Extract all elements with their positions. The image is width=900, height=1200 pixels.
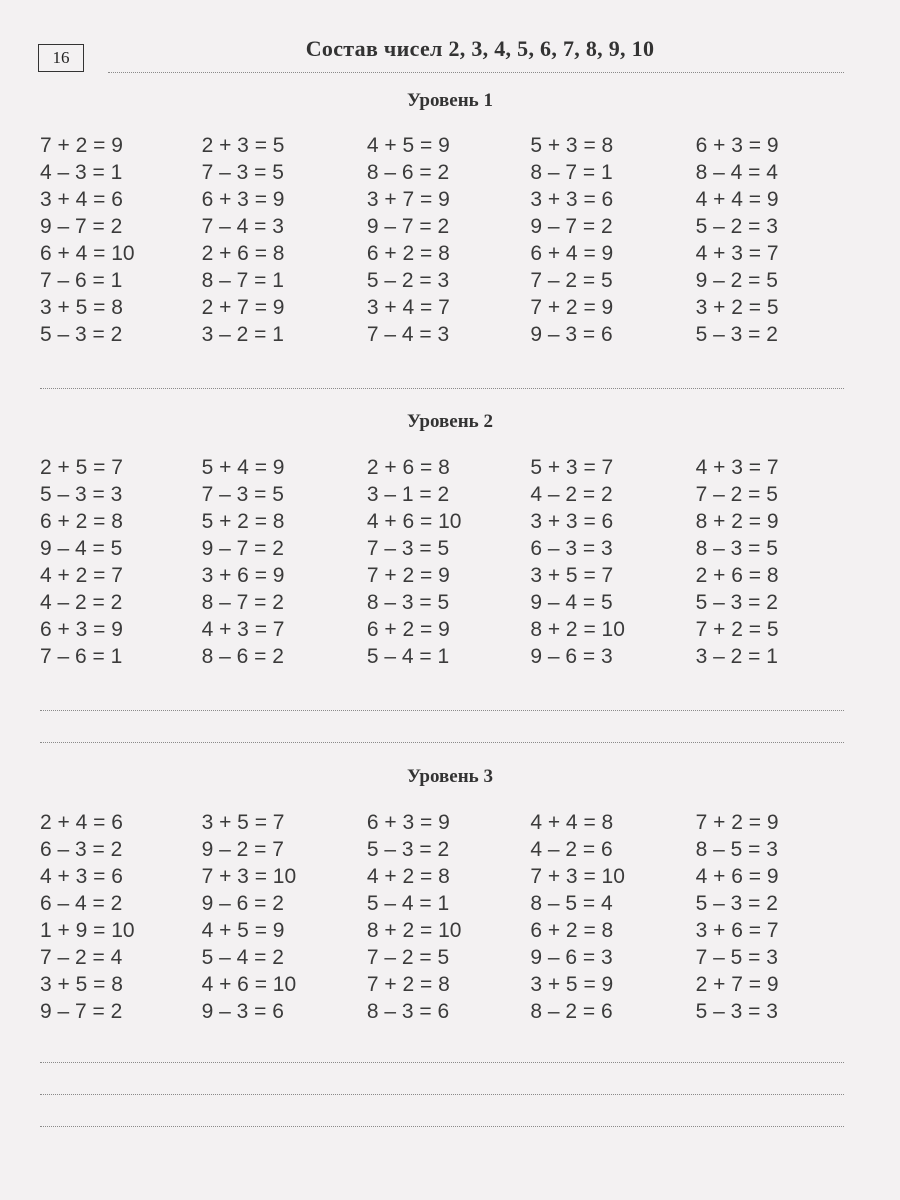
equation: 7 + 2 = 9: [695, 811, 779, 834]
level-3-grid: [40, 809, 860, 1025]
equation-column: [40, 132, 202, 348]
equation-column: [202, 132, 367, 348]
equation: 9 – 6 = 2: [201, 892, 284, 915]
equation: 7 + 2 = 9: [366, 564, 450, 587]
equation: 8 – 2 = 6: [530, 1000, 613, 1023]
equation: 4 + 4 = 9: [695, 188, 779, 211]
equation: 4 + 2 = 7: [40, 564, 123, 587]
equation: 3 + 3 = 6: [530, 188, 614, 211]
equation: 4 – 2 = 6: [530, 838, 613, 861]
equation-column: [202, 454, 367, 670]
equation: 5 – 3 = 2: [40, 323, 123, 346]
equation: 9 – 7 = 2: [40, 1000, 123, 1023]
equation: 7 – 3 = 5: [201, 483, 284, 506]
equation: 7 + 3 = 10: [201, 865, 297, 888]
equation: 7 – 6 = 1: [40, 645, 123, 668]
equation: 8 – 7 = 1: [201, 269, 284, 292]
equation: 9 – 6 = 3: [530, 645, 613, 668]
equation: 3 + 5 = 8: [40, 296, 123, 319]
equation: 9 – 6 = 3: [530, 946, 613, 969]
equation: 7 – 3 = 5: [366, 537, 450, 560]
equation: 9 – 4 = 5: [530, 591, 613, 614]
equation: 3 – 1 = 2: [366, 483, 450, 506]
answer-line: [40, 710, 844, 711]
answer-line: [40, 1126, 844, 1127]
equation: 3 + 5 = 9: [530, 973, 614, 996]
equation: 6 + 2 = 9: [366, 618, 450, 641]
equation: 2 + 6 = 8: [366, 456, 450, 479]
equation: 5 + 4 = 9: [201, 456, 285, 479]
header-dotted-line: [108, 72, 844, 73]
level-2-grid: [40, 454, 860, 670]
equation: 2 + 6 = 8: [201, 242, 285, 265]
equation: 1 + 9 = 10: [40, 919, 135, 942]
equation: 4 + 5 = 9: [366, 134, 450, 157]
equation: 4 + 3 = 7: [201, 618, 285, 641]
equation: 3 + 3 = 6: [530, 510, 614, 533]
equation: 7 – 2 = 5: [695, 483, 778, 506]
equation: 6 + 3 = 9: [201, 188, 285, 211]
equation-column: [202, 809, 367, 1025]
equation-column: [367, 809, 530, 1025]
equation: 5 – 3 = 2: [695, 892, 778, 915]
equation: 7 – 5 = 3: [695, 946, 778, 969]
equation: 3 + 4 = 7: [366, 296, 450, 319]
equation: 2 + 6 = 8: [695, 564, 779, 587]
equation: 7 + 3 = 10: [530, 865, 625, 888]
equation: 7 – 2 = 5: [366, 946, 450, 969]
equation: 5 – 3 = 2: [366, 838, 450, 861]
equation-column: [696, 454, 860, 670]
equation-column: [696, 809, 860, 1025]
equation: 2 + 5 = 7: [40, 456, 123, 479]
equation: 7 + 2 = 9: [40, 134, 123, 157]
equation: 9 – 7 = 2: [366, 215, 450, 238]
equation: 7 – 2 = 5: [530, 269, 613, 292]
equation: 5 + 2 = 8: [201, 510, 285, 533]
equation: 6 – 4 = 2: [40, 892, 123, 915]
equation: 3 + 4 = 6: [40, 188, 123, 211]
equation: 5 – 3 = 3: [695, 1000, 778, 1023]
equation: 5 + 3 = 7: [530, 456, 614, 479]
equation: 3 – 2 = 1: [695, 645, 778, 668]
equation: 4 + 3 = 6: [40, 865, 123, 888]
equation: 7 – 3 = 5: [201, 161, 284, 184]
equation: 5 – 3 = 2: [695, 323, 778, 346]
answer-line: [40, 388, 844, 389]
equation: 9 – 7 = 2: [530, 215, 613, 238]
equation: 6 + 2 = 8: [366, 242, 450, 265]
equation: 3 + 5 = 7: [201, 811, 285, 834]
level-title: Уровень 2: [407, 411, 493, 432]
equation: 8 – 5 = 4: [530, 892, 613, 915]
equation: 4 + 2 = 8: [366, 865, 450, 888]
equation: 4 + 6 = 9: [695, 865, 779, 888]
equation: 5 – 2 = 3: [366, 269, 450, 292]
equation: 8 – 4 = 4: [695, 161, 778, 184]
equation: 9 – 2 = 5: [695, 269, 778, 292]
equation: 8 + 2 = 10: [530, 618, 625, 641]
equation: 8 – 3 = 5: [366, 591, 450, 614]
equation: 6 + 4 = 10: [40, 242, 135, 265]
equation: 4 + 6 = 10: [366, 510, 462, 533]
level-title: Уровень 3: [407, 766, 493, 787]
equation: 4 – 2 = 2: [530, 483, 613, 506]
equation: 9 – 7 = 2: [40, 215, 123, 238]
equation: 4 + 3 = 7: [695, 242, 779, 265]
equation: 4 – 3 = 1: [40, 161, 123, 184]
equation: 5 – 4 = 1: [366, 892, 450, 915]
equation: 4 + 4 = 8: [530, 811, 614, 834]
equation: 3 + 5 = 7: [530, 564, 614, 587]
equation: 8 – 7 = 1: [530, 161, 613, 184]
equation-column: [530, 809, 695, 1025]
equation: 7 – 4 = 3: [366, 323, 450, 346]
level-title: Уровень 1: [407, 90, 493, 111]
equation: 3 + 5 = 8: [40, 973, 123, 996]
equation-column: [40, 809, 202, 1025]
equation: 3 + 6 = 7: [695, 919, 779, 942]
equation: 9 – 3 = 6: [530, 323, 613, 346]
equation: 4 – 2 = 2: [40, 591, 123, 614]
equation: 8 – 6 = 2: [366, 161, 450, 184]
page-number: 16: [38, 44, 84, 72]
equation: 3 + 7 = 9: [366, 188, 450, 211]
equation: 6 + 4 = 9: [530, 242, 614, 265]
equation: 9 – 2 = 7: [201, 838, 284, 861]
answer-line: [40, 742, 844, 743]
equation: 3 – 2 = 1: [201, 323, 284, 346]
equation-column: [530, 132, 695, 348]
equation: 6 + 3 = 9: [40, 618, 123, 641]
equation: 6 + 3 = 9: [695, 134, 779, 157]
equation: 7 – 6 = 1: [40, 269, 123, 292]
equation-column: [530, 454, 695, 670]
equation: 8 + 2 = 9: [695, 510, 779, 533]
equation: 9 – 3 = 6: [201, 1000, 284, 1023]
equation: 6 + 2 = 8: [40, 510, 123, 533]
equation: 8 + 2 = 10: [366, 919, 462, 942]
equation: 5 – 3 = 3: [40, 483, 123, 506]
equation: 4 + 5 = 9: [201, 919, 285, 942]
equation: 7 – 4 = 3: [201, 215, 284, 238]
equation: 2 + 7 = 9: [201, 296, 285, 319]
equation: 6 – 3 = 3: [530, 537, 613, 560]
equation: 8 – 6 = 2: [201, 645, 284, 668]
equation: 5 – 3 = 2: [695, 591, 778, 614]
equation: 2 + 4 = 6: [40, 811, 123, 834]
equation: 5 – 4 = 2: [201, 946, 284, 969]
equation: 8 – 3 = 5: [695, 537, 778, 560]
answer-line: [40, 1094, 844, 1095]
equation: 3 + 2 = 5: [695, 296, 779, 319]
equation-column: [367, 454, 530, 670]
equation: 4 + 6 = 10: [201, 973, 297, 996]
equation-column: [367, 132, 530, 348]
answer-line: [40, 1062, 844, 1063]
equation: 7 + 2 = 8: [366, 973, 450, 996]
equation: 8 – 7 = 2: [201, 591, 284, 614]
equation: 7 + 2 = 5: [695, 618, 779, 641]
equation: 6 + 3 = 9: [366, 811, 450, 834]
equation: 8 – 5 = 3: [695, 838, 778, 861]
equation: 9 – 4 = 5: [40, 537, 123, 560]
equation: 5 – 4 = 1: [366, 645, 450, 668]
equation: 2 + 3 = 5: [201, 134, 285, 157]
equation: 6 – 3 = 2: [40, 838, 123, 861]
equation: 8 – 3 = 6: [366, 1000, 450, 1023]
equation: 7 + 2 = 9: [530, 296, 614, 319]
level-1-grid: [40, 132, 860, 348]
equation-column: [40, 454, 202, 670]
equation: 5 – 2 = 3: [695, 215, 778, 238]
equation: 2 + 7 = 9: [695, 973, 779, 996]
page-title: Состав чисел 2, 3, 4, 5, 6, 7, 8, 9, 10: [305, 36, 655, 61]
equation: 9 – 7 = 2: [201, 537, 284, 560]
equation-column: [696, 132, 860, 348]
equation: 3 + 6 = 9: [201, 564, 285, 587]
equation: 5 + 3 = 8: [530, 134, 614, 157]
equation: 7 – 2 = 4: [40, 946, 123, 969]
equation: 4 + 3 = 7: [695, 456, 779, 479]
equation: 6 + 2 = 8: [530, 919, 614, 942]
